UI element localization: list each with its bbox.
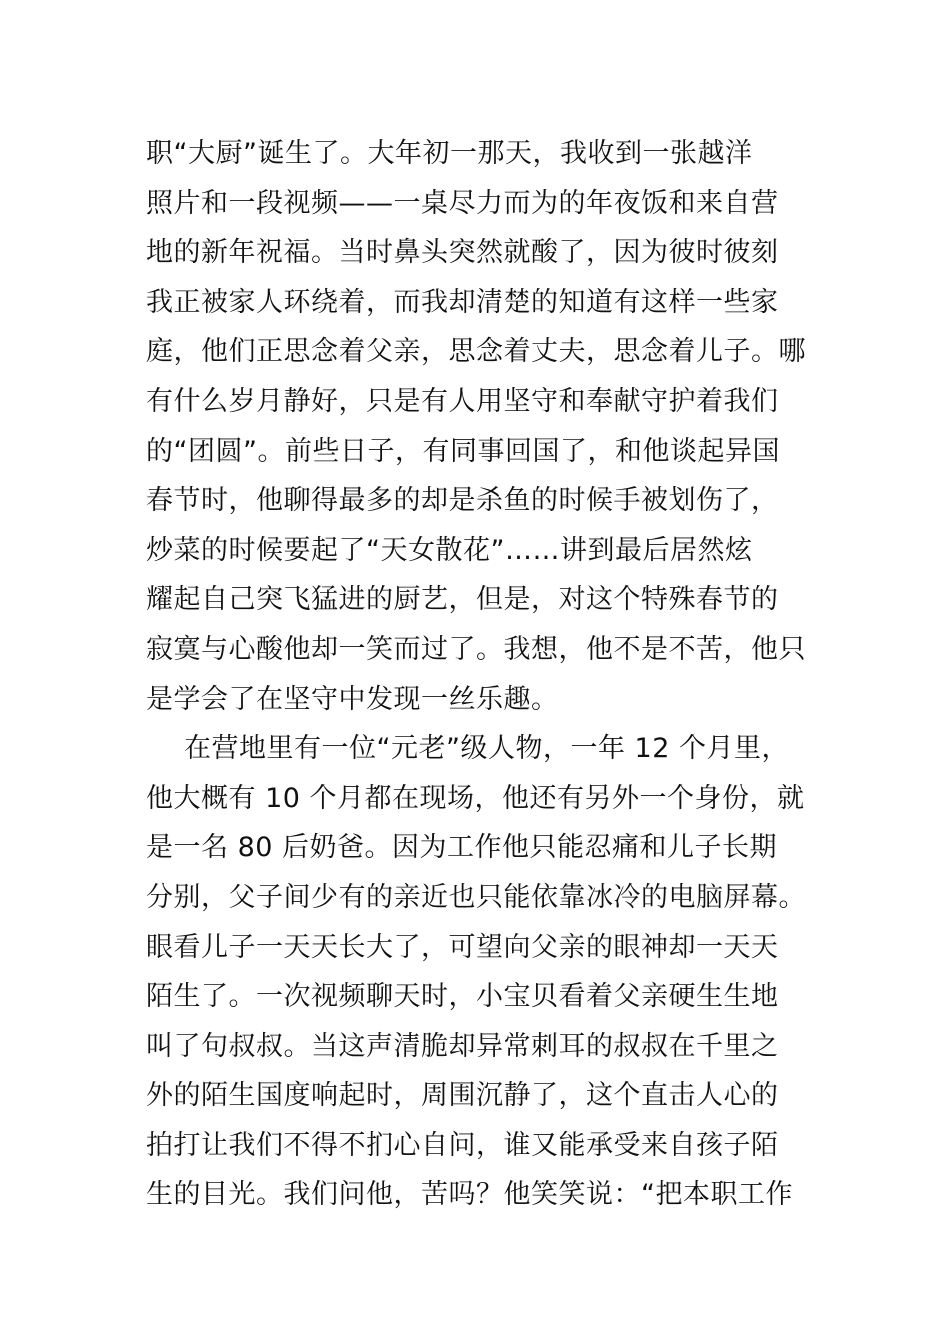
text-line: 职“大厨”诞生了。大年初一那天，我收到一张越洋 xyxy=(146,138,753,169)
text-line: 的“团圆”。前些日子，有同事回国了，和他谈起异国 xyxy=(146,435,780,467)
text-line: 外的陌生国度响起时，周围沉静了，这个直击人心的 xyxy=(146,1080,779,1112)
body-text xyxy=(146,129,826,1220)
text-line: 有什么岁月静好，只是有人用坚守和奉献守护着我们 xyxy=(146,385,779,417)
text-line: 地的新年祝福。当时鼻头突然就酸了，因为彼时彼刻 xyxy=(146,237,779,269)
text-line: 分别，父子间少有的亲近也只能依靠冰冷的电脑屏幕。 xyxy=(146,881,806,913)
paragraph-start-line: 在营地里有一位“元老”级人物，一年 12 个月里， xyxy=(184,733,789,765)
text-line: 是学会了在坚守中发现一丝乐趣。 xyxy=(146,683,559,715)
text-line: 是一名 80 后奶爸。因为工作他只能忍痛和儿子长期 xyxy=(146,832,778,864)
text-line: 我正被家人环绕着，而我却清楚的知道有这样一些家 xyxy=(146,286,779,318)
text-line: 春节时，他聊得最多的却是杀鱼的时候手被划伤了， xyxy=(146,485,779,517)
text-line: 耀起自己突飞猛进的厨艺，但是，对这个特殊春节的 xyxy=(146,584,779,616)
text-line: 生的目光。我们问他，苦吗？他笑笑说：“把本职工作 xyxy=(146,1179,793,1211)
text-line: 照片和一段视频——一桌尽力而为的年夜饭和来自营 xyxy=(146,187,779,219)
text-line: 拍打让我们不得不扪心自问，谁又能承受来自孩子陌 xyxy=(146,1129,779,1161)
text-line: 寂寞与心酸他却一笑而过了。我想，他不是不苦，他只 xyxy=(146,633,806,665)
text-line: 炒菜的时候要起了“天女散花”……讲到最后居然炫 xyxy=(146,534,753,566)
text-line: 叫了句叔叔。当这声清脆却异常刺耳的叔叔在千里之 xyxy=(146,1030,779,1062)
text-line: 陌生了。一次视频聊天时，小宝贝看着父亲硬生生地 xyxy=(146,981,779,1013)
text-line: 庭，他们正思念着父亲，思念着丈夫，思念着儿子。哪 xyxy=(146,336,806,368)
text-line: 他大概有 10 个月都在现场，他还有另外一个身份，就 xyxy=(146,782,805,814)
text-line: 眼看儿子一天天长大了，可望向父亲的眼神却一天天 xyxy=(146,931,779,963)
